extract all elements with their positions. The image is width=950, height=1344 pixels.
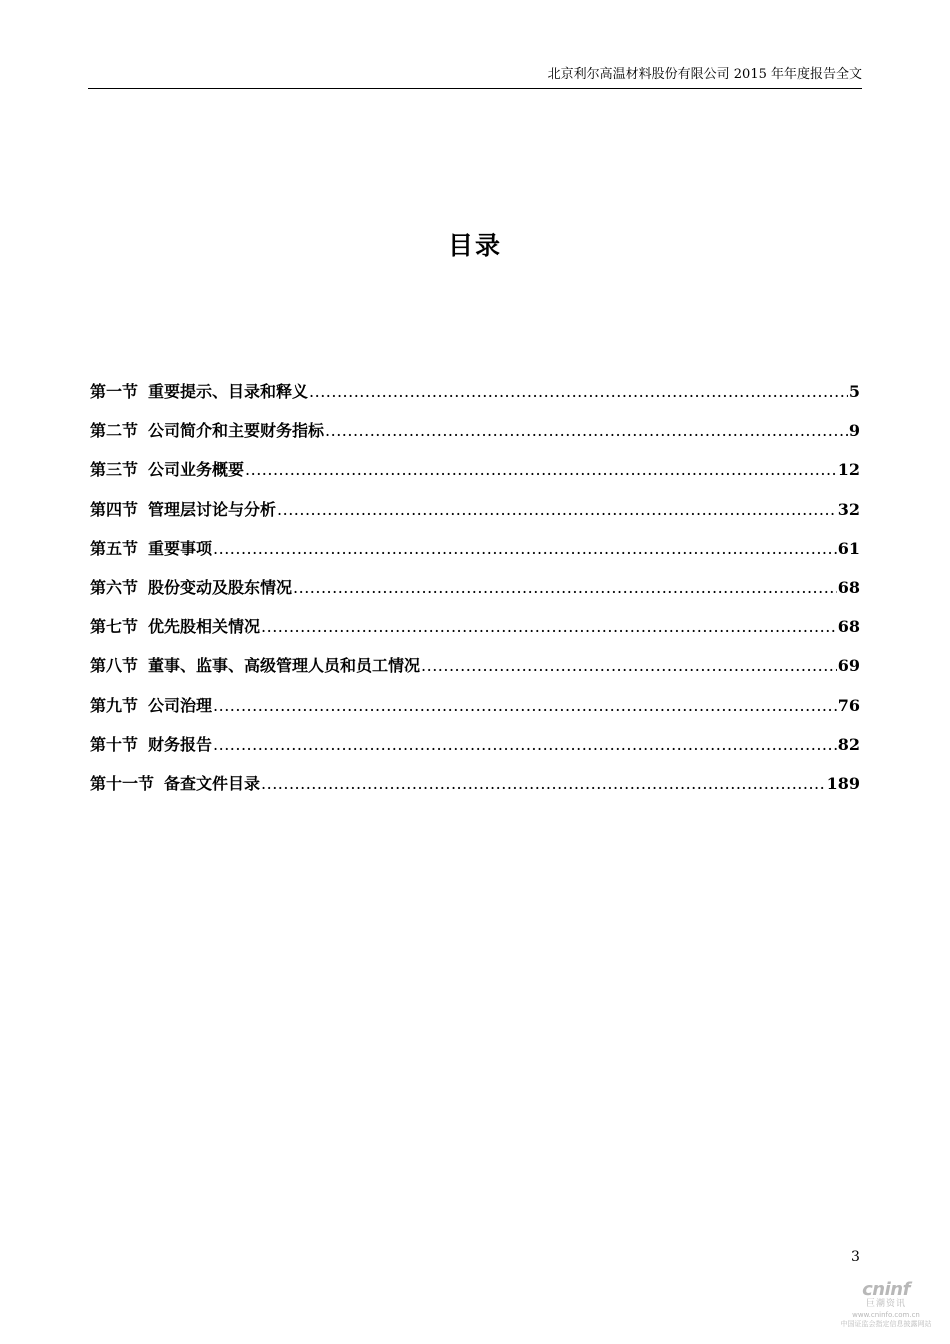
toc-page-number: 9 <box>848 421 860 441</box>
toc-entry-4[interactable] <box>90 497 860 536</box>
toc-section-label: 第六节 <box>90 577 139 597</box>
toc-leader-dots <box>421 656 837 675</box>
toc-section-label: 第一节 <box>90 382 139 401</box>
toc-section-label: 第四节 <box>90 499 139 519</box>
toc-entry-title: 董事、监事、高级管理人员和员工情况 <box>148 656 421 676</box>
table-of-contents <box>90 379 860 810</box>
toc-entry-title: 公司治理 <box>148 695 213 715</box>
toc-entry-title: 重要提示、目录和释义 <box>148 382 309 401</box>
toc-page-number: 61 <box>837 538 860 558</box>
toc-section-label: 第十节 <box>90 734 139 754</box>
toc-section-label: 第七节 <box>90 617 139 637</box>
toc-entry-title: 股份变动及股东情况 <box>148 577 293 597</box>
toc-entry-10[interactable] <box>90 732 860 771</box>
toc-entry-11[interactable] <box>90 771 860 810</box>
toc-section-label: 第九节 <box>90 695 139 715</box>
cninfo-logo-text: cninf <box>862 1279 910 1300</box>
toc-leader-dots <box>245 460 837 479</box>
toc-entry-title: 公司业务概要 <box>148 460 245 480</box>
toc-page-number: 82 <box>837 734 860 754</box>
toc-section-label: 第五节 <box>90 538 139 558</box>
toc-leader-dots <box>213 735 837 754</box>
toc-leader-dots <box>261 617 837 636</box>
cninfo-org: 中国证监会指定信息披露网站 <box>840 1320 932 1328</box>
toc-entry-title: 优先股相关情况 <box>148 617 261 637</box>
toc-page-number: 12 <box>837 460 860 480</box>
page-number: 3 <box>851 1249 860 1265</box>
toc-section-label: 第二节 <box>90 421 139 441</box>
cninfo-url: www.cninfo.com.cn <box>852 1311 920 1319</box>
toc-entry-6[interactable] <box>90 575 860 614</box>
toc-page-number: 5 <box>848 382 860 401</box>
toc-leader-dots <box>261 774 826 793</box>
cninfo-watermark <box>836 1281 936 1328</box>
toc-leader-dots <box>213 539 837 558</box>
toc-entry-5[interactable] <box>90 536 860 575</box>
toc-entry-9[interactable] <box>90 693 860 732</box>
toc-page-number: 189 <box>826 773 860 793</box>
toc-entry-title: 管理层讨论与分析 <box>148 499 277 519</box>
toc-entry-title: 财务报告 <box>148 734 213 754</box>
toc-page-number: 76 <box>837 695 860 715</box>
toc-entry-3[interactable] <box>90 457 860 496</box>
toc-leader-dots <box>277 500 837 519</box>
cninfo-name: 巨潮资讯 <box>865 1299 906 1309</box>
toc-entry-2[interactable] <box>90 418 860 457</box>
toc-entry-8[interactable] <box>90 653 860 692</box>
toc-entry-1[interactable] <box>90 379 860 418</box>
toc-section-label: 第三节 <box>90 460 139 480</box>
toc-page-number: 69 <box>837 656 860 676</box>
toc-entry-title: 重要事项 <box>148 538 213 558</box>
toc-entry-title: 公司简介和主要财务指标 <box>148 421 325 441</box>
toc-page-number: 68 <box>837 617 860 637</box>
toc-leader-dots <box>293 578 837 597</box>
page-title: 目录 <box>447 231 502 260</box>
toc-entry-title: 备查文件目录 <box>164 773 261 793</box>
toc-section-label: 第八节 <box>90 656 139 676</box>
header-text: 北京利尔高温材料股份有限公司 2015 年年度报告全文 <box>547 67 862 82</box>
document-header <box>88 66 862 89</box>
toc-entry-7[interactable] <box>90 614 860 653</box>
toc-leader-dots <box>213 696 837 715</box>
toc-section-label: 第十一节 <box>90 773 155 793</box>
toc-page-number: 68 <box>837 577 860 597</box>
toc-leader-dots <box>309 382 848 401</box>
toc-leader-dots <box>325 421 848 440</box>
toc-page-number: 32 <box>837 499 860 519</box>
